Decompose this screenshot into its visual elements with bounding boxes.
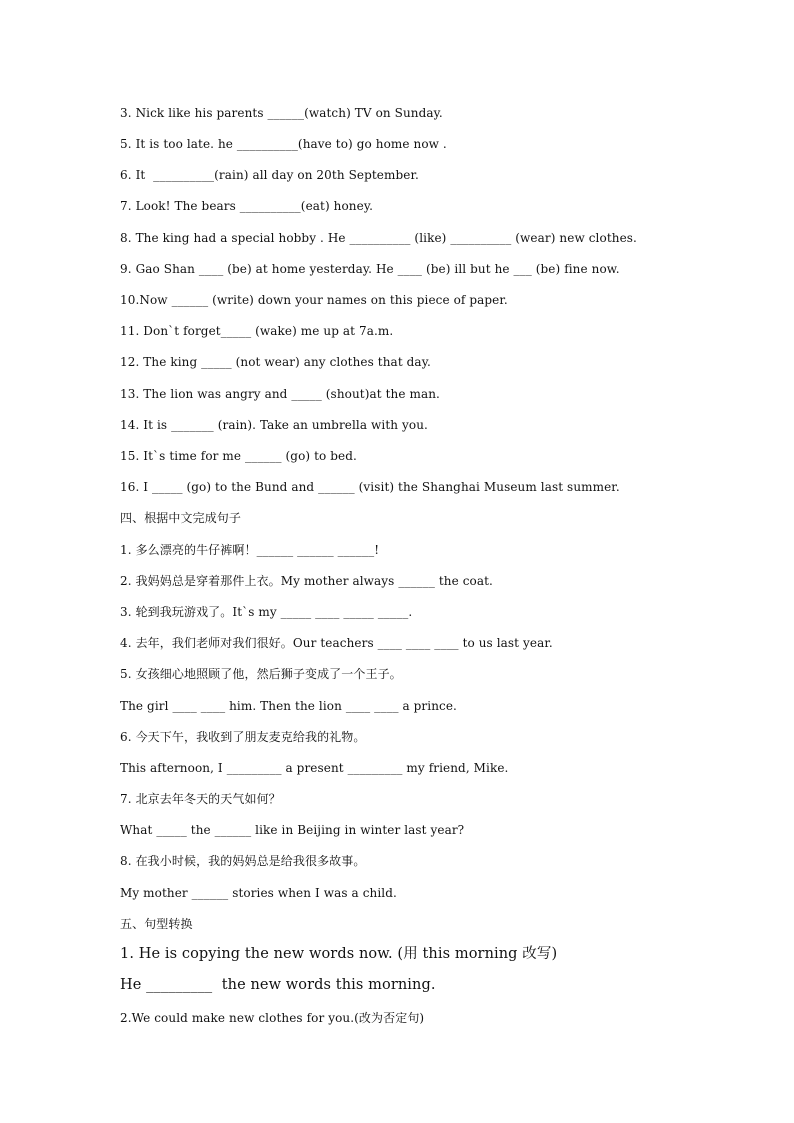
section-four-item-8-answer: My mother ______ stories when I was a child. bbox=[120, 886, 397, 900]
exercise-item-11: 11. Don`t forget_____ (wake) me up at 7a.m. bbox=[120, 324, 394, 338]
section-five-heading: 五、句型转换 bbox=[120, 917, 193, 931]
section-four-item-8-prompt: 8. 在我小时候，我的妈妈总是给我很多故事。 bbox=[120, 854, 366, 868]
section-four-item-3: 3. 轮到我玩游戏了。It`s my _____ ____ _____ _____. bbox=[120, 605, 413, 619]
section-four-heading: 四、根据中文完成句子 bbox=[120, 511, 242, 525]
exercise-item-10: 10.Now ______ (write) down your names on this piece of paper. bbox=[120, 293, 508, 307]
section-four-item-5-prompt: 5. 女孩细心地照顾了他，然后狮子变成了一个王子。 bbox=[120, 667, 402, 681]
section-five-item-1-prompt: 1. He is copying the new words now. (用 this morning 改写) bbox=[120, 946, 558, 962]
section-four-item-6-answer: This afternoon, I _________ a present _________ my friend, Mike. bbox=[120, 761, 509, 775]
exercise-item-15: 15. It`s time for me ______ (go) to bed. bbox=[120, 449, 357, 463]
section-four-item-1: 1. 多么漂亮的牛仔裤啊！______ ______ ______! bbox=[120, 543, 380, 557]
exercise-item-5: 5. It is too late. he __________(have to) go home now . bbox=[120, 137, 447, 151]
exercise-item-3: 3. Nick like his parents ______(watch) TV on Sunday. bbox=[120, 106, 443, 120]
exercise-item-12: 12. The king _____ (not wear) any clothes that day. bbox=[120, 355, 431, 369]
section-four-item-5-answer: The girl ____ ____ him. Then the lion ____ ____ a prince. bbox=[120, 699, 457, 713]
exercise-item-14: 14. It is _______ (rain). Take an umbrella with you. bbox=[120, 418, 428, 432]
exercise-item-16: 16. I _____ (go) to the Bund and ______ (visit) the Shanghai Museum last summer. bbox=[120, 480, 620, 494]
section-four-item-4: 4. 去年，我们老师对我们很好。Our teachers ____ ____ ____ to us last year. bbox=[120, 636, 553, 650]
section-four-item-6-prompt: 6. 今天下午，我收到了朋友麦克给我的礼物。 bbox=[120, 730, 366, 744]
exercise-item-6: 6. It __________(rain) all day on 20th September. bbox=[120, 168, 419, 182]
section-four-item-7-answer: What _____ the ______ like in Beijing in winter last year? bbox=[120, 823, 465, 837]
section-four-item-2: 2. 我妈妈总是穿着那件上衣。My mother always ______ the coat. bbox=[120, 574, 493, 588]
section-four-item-7-prompt: 7. 北京去年冬天的天气如何？ bbox=[120, 792, 281, 806]
exercise-item-13: 13. The lion was angry and _____ (shout)at the man. bbox=[120, 387, 440, 401]
exercise-item-9: 9. Gao Shan ____ (be) at home yesterday. He ____ (be) ill but he ___ (be) fine now. bbox=[120, 262, 620, 276]
exercise-item-8: 8. The king had a special hobby . He __________ (like) __________ (wear) new clothes. bbox=[120, 231, 637, 245]
exercise-item-7: 7. Look! The bears __________(eat) honey. bbox=[120, 199, 374, 213]
section-five-item-1-answer: He _________ the new words this morning. bbox=[120, 977, 436, 993]
section-five-item-2-prompt: 2.We could make new clothes for you.(改为否定句) bbox=[120, 1011, 425, 1025]
